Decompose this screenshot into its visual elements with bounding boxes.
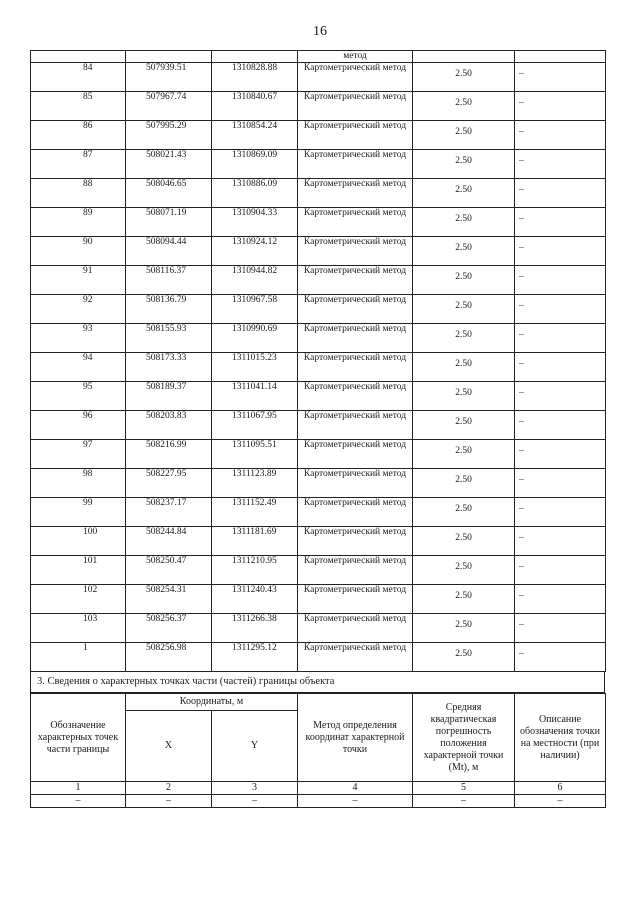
point-number-cell: 96 [31, 411, 126, 440]
table-row [31, 411, 606, 440]
coord-y-cell: 1310967.58 [212, 295, 298, 324]
point-number-cell: 89 [31, 208, 126, 237]
mean-error-cell: 2.50 [413, 556, 515, 585]
mean-error-cell: 2.50 [413, 469, 515, 498]
method-cell: Картометрический метод [298, 150, 413, 179]
coord-x-cell: 508250.47 [126, 556, 212, 585]
description-cell: – [515, 266, 606, 295]
coord-x-cell: 508216.99 [126, 440, 212, 469]
coord-x-cell: 508189.37 [126, 382, 212, 411]
method-cell: Картометрический метод [298, 295, 413, 324]
mean-error-cell: 2.50 [413, 324, 515, 353]
coord-x-cell: 508071.19 [126, 208, 212, 237]
table-row [31, 527, 606, 556]
mean-error-cell: 2.50 [413, 92, 515, 121]
document-sheet [30, 50, 605, 808]
mean-error-cell: 2.50 [413, 585, 515, 614]
point-number-cell: 93 [31, 324, 126, 353]
point-number-cell: 101 [31, 556, 126, 585]
method-cell: Картометрический метод [298, 469, 413, 498]
table-row [31, 643, 606, 672]
mean-error-cell: 2.50 [413, 382, 515, 411]
empty-cell: – [413, 795, 515, 808]
coord-x-cell: 508203.83 [126, 411, 212, 440]
description-cell: – [515, 527, 606, 556]
coord-y-cell: 1310990.69 [212, 324, 298, 353]
point-number-cell: 90 [31, 237, 126, 266]
empty-cell: – [126, 795, 212, 808]
description-cell: – [515, 92, 606, 121]
header-designation: Обозначение характерных точек части границы [31, 694, 126, 782]
header-description: Описание обозначения точки на местности (при наличии) [515, 694, 606, 782]
method-cell: Картометрический метод [298, 614, 413, 643]
table-row [31, 353, 606, 382]
description-cell: – [515, 585, 606, 614]
method-cell: Картометрический метод [298, 527, 413, 556]
coord-y-cell: 1311015.23 [212, 353, 298, 382]
description-cell: – [515, 208, 606, 237]
coord-y-cell: 1311295.12 [212, 643, 298, 672]
method-cell: Картометрический метод [298, 266, 413, 295]
method-cell: Картометрический метод [298, 382, 413, 411]
continuation-method: метод [298, 51, 413, 63]
index-cell: 1 [31, 782, 126, 795]
table-row [31, 614, 606, 643]
point-number-cell: 103 [31, 614, 126, 643]
description-cell: – [515, 295, 606, 324]
mean-error-cell: 2.50 [413, 440, 515, 469]
coord-y-cell: 1310944.82 [212, 266, 298, 295]
point-number-cell: 85 [31, 92, 126, 121]
method-cell: Картометрический метод [298, 411, 413, 440]
table-row [31, 63, 606, 92]
coord-x-cell: 508136.79 [126, 295, 212, 324]
index-cell: 5 [413, 782, 515, 795]
method-cell: Картометрический метод [298, 237, 413, 266]
method-cell: Картометрический метод [298, 353, 413, 382]
method-cell: Картометрический метод [298, 556, 413, 585]
coord-x-cell: 507939.51 [126, 63, 212, 92]
description-cell: – [515, 150, 606, 179]
header-coordinates: Координаты, м [126, 694, 298, 711]
point-number-cell: 86 [31, 121, 126, 150]
point-number-cell: 92 [31, 295, 126, 324]
mean-error-cell: 2.50 [413, 353, 515, 382]
point-number-cell: 88 [31, 179, 126, 208]
mean-error-cell: 2.50 [413, 179, 515, 208]
coord-x-cell: 508021.43 [126, 150, 212, 179]
column-index-row [31, 782, 606, 795]
mean-error-cell: 2.50 [413, 411, 515, 440]
empty-cell: – [212, 795, 298, 808]
point-number-cell: 97 [31, 440, 126, 469]
mean-error-cell: 2.50 [413, 295, 515, 324]
table-row [31, 179, 606, 208]
point-number-cell: 95 [31, 382, 126, 411]
coord-x-cell: 508173.33 [126, 353, 212, 382]
table-row [31, 295, 606, 324]
index-cell: 4 [298, 782, 413, 795]
description-cell: – [515, 121, 606, 150]
description-cell: – [515, 237, 606, 266]
method-cell: Картометрический метод [298, 324, 413, 353]
coord-y-cell: 1310840.67 [212, 92, 298, 121]
method-cell: Картометрический метод [298, 440, 413, 469]
method-cell: Картометрический метод [298, 121, 413, 150]
coord-y-cell: 1311181.69 [212, 527, 298, 556]
method-cell: Картометрический метод [298, 63, 413, 92]
coord-y-cell: 1311041.14 [212, 382, 298, 411]
empty-data-row [31, 795, 606, 808]
coord-x-cell: 508254.31 [126, 585, 212, 614]
description-cell: – [515, 614, 606, 643]
point-number-cell: 94 [31, 353, 126, 382]
table-row [31, 150, 606, 179]
description-cell: – [515, 440, 606, 469]
coord-y-cell: 1311266.38 [212, 614, 298, 643]
coord-x-cell: 508256.37 [126, 614, 212, 643]
coord-y-cell: 1310854.24 [212, 121, 298, 150]
coord-x-cell: 508094.44 [126, 237, 212, 266]
point-number-cell: 84 [31, 63, 126, 92]
method-cell: Картометрический метод [298, 92, 413, 121]
mean-error-cell: 2.50 [413, 643, 515, 672]
description-cell: – [515, 324, 606, 353]
coord-x-cell: 508237.17 [126, 498, 212, 527]
coord-x-cell: 508155.93 [126, 324, 212, 353]
method-cell: Картометрический метод [298, 498, 413, 527]
table-row [31, 498, 606, 527]
table-row [31, 208, 606, 237]
method-cell: Картометрический метод [298, 643, 413, 672]
coord-x-cell: 508256.98 [126, 643, 212, 672]
method-cell: Картометрический метод [298, 585, 413, 614]
empty-cell: – [31, 795, 126, 808]
coord-x-cell: 508116.37 [126, 266, 212, 295]
table-row [31, 469, 606, 498]
table-row [31, 440, 606, 469]
table-row [31, 382, 606, 411]
point-number-cell: 99 [31, 498, 126, 527]
table-row [31, 556, 606, 585]
section-3-title: 3. Сведения о характерных точках части (частей) границы объекта [30, 672, 605, 693]
mean-error-cell: 2.50 [413, 208, 515, 237]
coord-y-cell: 1310869.09 [212, 150, 298, 179]
table-row [31, 237, 606, 266]
table-row [31, 324, 606, 353]
coord-x-cell: 508046.65 [126, 179, 212, 208]
point-number-cell: 91 [31, 266, 126, 295]
coord-y-cell: 1311095.51 [212, 440, 298, 469]
point-number-cell: 1 [31, 643, 126, 672]
header-x: X [126, 711, 212, 782]
coord-y-cell: 1311123.89 [212, 469, 298, 498]
description-cell: – [515, 411, 606, 440]
point-number-cell: 102 [31, 585, 126, 614]
table-row [31, 121, 606, 150]
description-cell: – [515, 643, 606, 672]
coord-y-cell: 1310828.88 [212, 63, 298, 92]
description-cell: – [515, 556, 606, 585]
table-row [31, 266, 606, 295]
header-y: Y [212, 711, 298, 782]
mean-error-cell: 2.50 [413, 498, 515, 527]
mean-error-cell: 2.50 [413, 614, 515, 643]
coord-y-cell: 1311067.95 [212, 411, 298, 440]
part-points-table [30, 693, 606, 808]
mean-error-cell: 2.50 [413, 237, 515, 266]
method-cell: Картометрический метод [298, 208, 413, 237]
coord-y-cell: 1311210.95 [212, 556, 298, 585]
point-number-cell: 87 [31, 150, 126, 179]
coord-y-cell: 1311240.43 [212, 585, 298, 614]
page-number: 16 [313, 24, 327, 39]
header-error: Средняя квадратическая погрешность положения характерной точки (Mt), м [413, 694, 515, 782]
description-cell: – [515, 469, 606, 498]
coord-y-cell: 1310886.09 [212, 179, 298, 208]
description-cell: – [515, 498, 606, 527]
point-number-cell: 98 [31, 469, 126, 498]
coord-x-cell: 507995.29 [126, 121, 212, 150]
empty-cell: – [515, 795, 606, 808]
table-row [31, 585, 606, 614]
mean-error-cell: 2.50 [413, 63, 515, 92]
mean-error-cell: 2.50 [413, 266, 515, 295]
coord-x-cell: 507967.74 [126, 92, 212, 121]
table-row [31, 92, 606, 121]
mean-error-cell: 2.50 [413, 121, 515, 150]
description-cell: – [515, 353, 606, 382]
coord-y-cell: 1310924.12 [212, 237, 298, 266]
index-cell: 2 [126, 782, 212, 795]
description-cell: – [515, 179, 606, 208]
point-number-cell: 100 [31, 527, 126, 556]
description-cell: – [515, 63, 606, 92]
index-cell: 6 [515, 782, 606, 795]
mean-error-cell: 2.50 [413, 527, 515, 556]
continuation-row [31, 51, 606, 63]
header-method: Метод определения координат характерной точки [298, 694, 413, 782]
coord-y-cell: 1311152.49 [212, 498, 298, 527]
empty-cell: – [298, 795, 413, 808]
mean-error-cell: 2.50 [413, 150, 515, 179]
method-cell: Картометрический метод [298, 179, 413, 208]
description-cell: – [515, 382, 606, 411]
points-table [30, 50, 606, 672]
index-cell: 3 [212, 782, 298, 795]
coord-x-cell: 508244.84 [126, 527, 212, 556]
coord-y-cell: 1310904.33 [212, 208, 298, 237]
coord-x-cell: 508227.95 [126, 469, 212, 498]
